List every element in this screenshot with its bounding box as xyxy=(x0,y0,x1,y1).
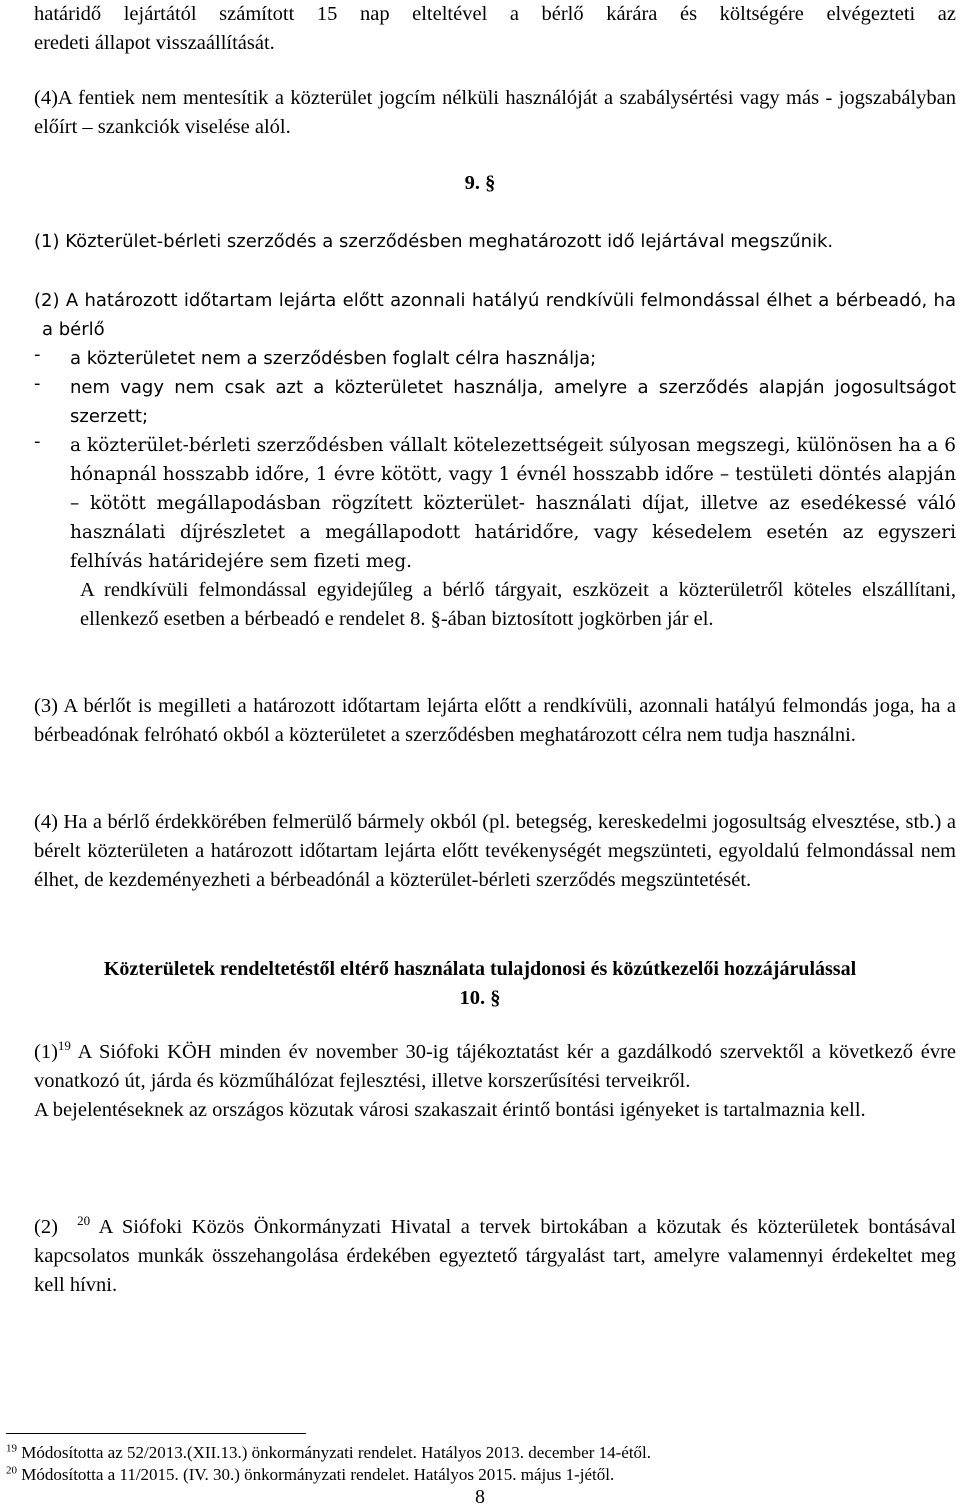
paragraph-text: (4) Ha a bérlő érdekkörében felmerülő bármely okból (pl. betegség, kereskedelmi jogosultság elvesztése, stb.) a bérelt közterületen a határozott időtartam lejárta előtt tevékenységét megszünteti, egyoldalú felmondással nem élhet, de kezdeményezheti a bérbeadónál a közterület-bérleti szerződés megszüntetését. xyxy=(34,811,956,891)
section-10-paragraph-1 xyxy=(34,1038,956,1125)
paragraph-text: (4)A fentiek nem mentesítik a közterület jogcím nélküli használóját a szabálysértési vagy más - jogszabályban előírt – szankciók viselése alól. xyxy=(34,87,956,138)
paragraph-marker: (1) xyxy=(34,1041,58,1063)
list-item xyxy=(34,431,956,576)
footnote-ref: 19 xyxy=(57,1038,71,1054)
footnote-ref: 20 xyxy=(77,1213,91,1229)
section-9-paragraph-1 xyxy=(34,227,956,256)
list-item xyxy=(34,344,956,373)
section-heading-text: 10. § xyxy=(459,987,501,1009)
footnote-separator xyxy=(6,1433,306,1434)
section-9-paragraph-2-continuation xyxy=(80,576,956,634)
section-title-text: Közterületek rendeltetéstől eltérő használata tulajdonosi és közútkezelői hozzájárulással xyxy=(103,958,857,980)
section-9-heading xyxy=(0,169,960,198)
paragraph-marker: (2) xyxy=(34,1216,58,1238)
paragraph-text: (1) Közterület-bérleti szerződés a szerződésben meghatározott idő lejártával megszűnik. xyxy=(34,231,834,252)
paragraph-body: A Siófoki KÖH minden év november 30-ig tájékoztatást kér a gazdálkodó szervektől a következő évre vonatkozó út, járda és közműhálózat fejlesztési, illetve korszerűsítési terveikről. xyxy=(34,1041,956,1092)
paragraph-text: (3) A bérlőt is megilleti a határozott időtartam lejárta előtt a rendkívüli, azonnali hatályú felmondás joga, ha a bérbeadónak felróható okból a közterületet a szerződésben meghatározott célra nem tudja használni. xyxy=(34,695,956,746)
section-9-paragraph-2 xyxy=(34,286,956,576)
continued-paragraph xyxy=(34,0,956,58)
paragraph-body: A Siófoki Közös Önkormányzati Hivatal a tervek birtokában a közutak és közterületek bontásával kapcsolatos munkák összehangolása érdekében egyeztető tárgyalást tart, amelyre valamennyi érdekeltet meg kell hívni. xyxy=(34,1216,956,1296)
list-marker: - xyxy=(34,431,41,452)
list-marker: - xyxy=(34,344,41,365)
page-number-text: 8 xyxy=(475,1486,485,1508)
list-item-text: nem vagy nem csak azt a közterületet használja, amelyre a szerződés alapján jogosultságot szerzett; xyxy=(70,377,956,427)
footnote xyxy=(6,1442,651,1464)
section-9-paragraph-3 xyxy=(34,692,956,750)
footnote-text: Módosította az 52/2013.(XII.13.) önkormányzati rendelet. Hatályos 2013. december 14-étől. xyxy=(21,1443,652,1462)
section-9-paragraph-4 xyxy=(34,808,956,895)
section-heading-text: 9. § xyxy=(464,172,496,194)
section-10-paragraph-2 xyxy=(34,1213,956,1300)
section-10-heading xyxy=(0,984,960,1013)
section-title xyxy=(0,955,960,984)
footnote xyxy=(6,1464,614,1486)
paragraph-text xyxy=(34,1038,956,1096)
paragraph-4 xyxy=(34,84,956,142)
list-item-text: a közterületet nem a szerződésben foglalt célra használja; xyxy=(70,348,597,369)
paragraph-lead: (2) A határozott időtartam lejárta előtt azonnali hatályú rendkívüli felmondással élhet a bérbeadó, ha a bérlő xyxy=(34,290,956,340)
paragraph-line: eredeti állapot visszaállítását. xyxy=(34,32,275,54)
page-number xyxy=(0,1486,960,1509)
paragraph-text: A bejelentéseknek az országos közutak városi szakaszait érintő bontási igényeket is tartalmaznia kell. xyxy=(34,1099,866,1121)
footnote-text: Módosította a 11/2015. (IV. 30.) önkormányzati rendelet. Hatályos 2015. május 1-jétől. xyxy=(21,1465,615,1484)
list-marker: - xyxy=(34,373,41,394)
paragraph-text xyxy=(34,1213,956,1300)
list-item-text: a közterület-bérleti szerződésben vállalt kötelezettségeit súlyosan megszegi, különösen ha a 6 hónapnál hosszabb időre, 1 évre kötött, vagy 1 évnél hosszabb időre – testületi döntés alapján – kötött megállapodásban rögzített közterület- használati díjat, illetve az esedékessé váló használati díjrészletet a megállapodott határidőre, vagy késedelem esetén az egyszeri felhívás határidejére sem fizeti meg. xyxy=(70,435,956,572)
paragraph-line: határidő lejártától számított 15 nap elteltével a bérlő kárára és költségére elvégezteti az xyxy=(34,3,956,25)
paragraph-text: A rendkívüli felmondással egyidejűleg a bérlő tárgyait, eszközeit a közterületről köteles elszállítani, ellenkező esetben a bérbeadó e rendelet 8. §-ában biztosított jogkörben jár el. xyxy=(80,579,956,630)
list-item xyxy=(34,373,956,431)
footnote-number: 19 xyxy=(6,1442,17,1455)
footnote-number: 20 xyxy=(6,1464,17,1477)
